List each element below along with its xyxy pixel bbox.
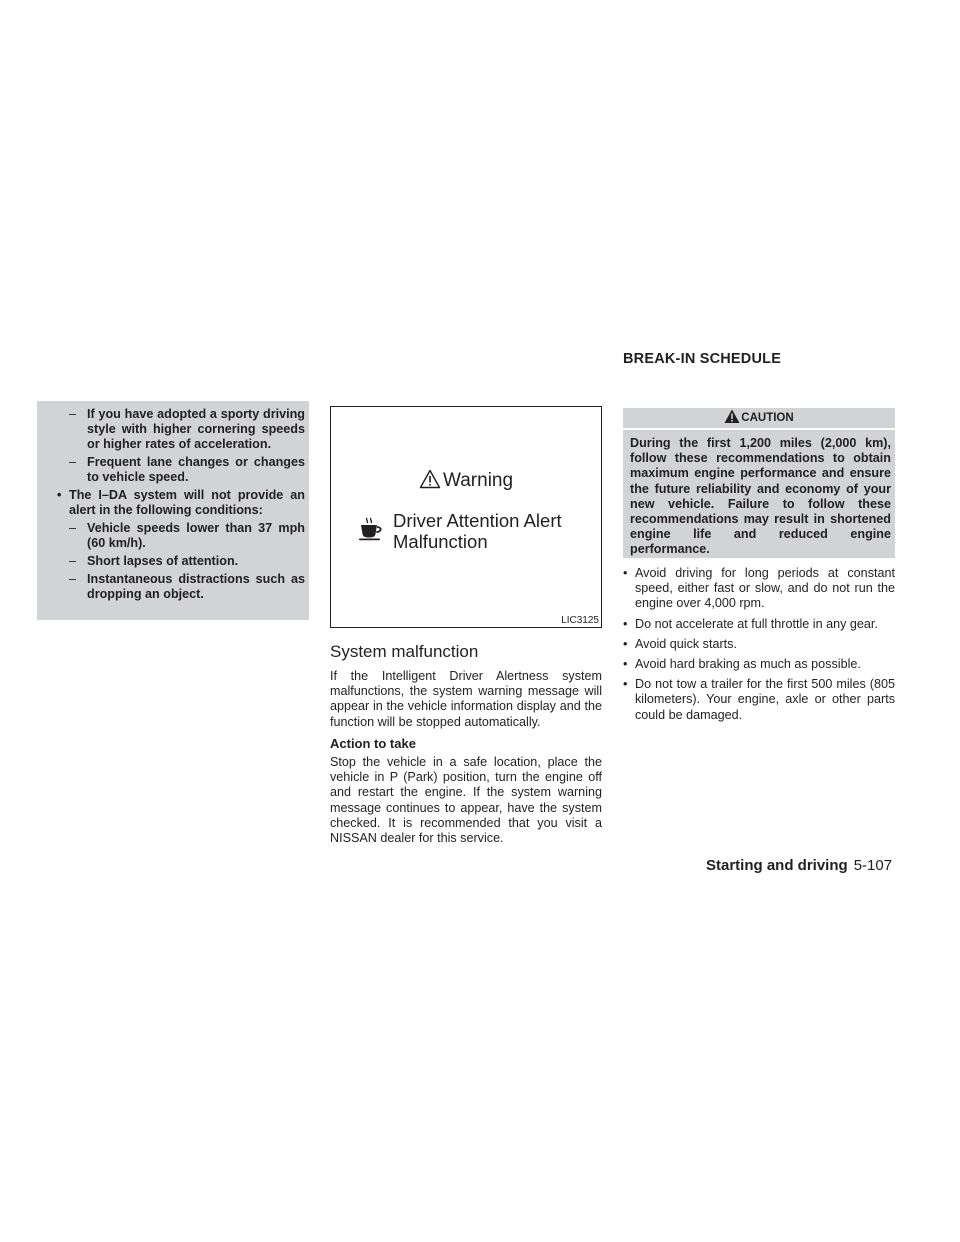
alert-message xyxy=(393,510,562,552)
subheading: Action to take xyxy=(330,735,416,751)
list-item: • Avoid driving for long periods at constant speed, either fast or slow, and do not run the engine over 4,000 rpm. xyxy=(623,566,895,611)
page-number: 5-107 xyxy=(853,857,893,874)
list-item: – Instantaneous distractions such as dropping an object. xyxy=(69,572,305,601)
system-malfunction-section xyxy=(330,642,602,852)
list-item-text: Do not accelerate at full throttle in any gear. xyxy=(635,616,878,631)
list-item-text: Do not tow a trailer for the first 500 miles (805 kilometers). Your engine, axle or other parts could be damaged. xyxy=(635,677,895,722)
list-item-text: Avoid driving for long periods at constant speed, either fast or slow, and do not run the engine over 4,000 rpm. xyxy=(635,566,895,611)
figure-code: LIC3125 xyxy=(561,615,599,626)
caution-header xyxy=(623,408,895,428)
warning-header xyxy=(419,469,513,492)
list-item-text: Avoid quick starts. xyxy=(635,636,737,651)
list-item-text: Short lapses of attention. xyxy=(87,554,239,568)
warning-display-figure xyxy=(330,406,602,628)
list-item: • Avoid hard braking as much as possible. xyxy=(623,657,861,672)
caution-label: CAUTION xyxy=(741,412,794,424)
footer-section-name: Starting and driving xyxy=(706,857,848,874)
list-item: – Short lapses of attention. xyxy=(69,554,239,568)
list-item: – Frequent lane changes or changes to vehicle speed. xyxy=(69,455,305,484)
list-item-text: Vehicle speeds lower than 37 mph (60 km/h). xyxy=(87,521,305,550)
list-item-text: Frequent lane changes or changes to vehicle speed. xyxy=(87,455,305,484)
section-title: System malfunction xyxy=(330,642,479,661)
list-item: • Do not accelerate at full throttle in any gear. xyxy=(623,616,878,631)
list-item: – Vehicle speeds lower than 37 mph (60 km/h). xyxy=(69,521,305,550)
warning-label: Warning xyxy=(443,470,514,491)
list-item: • Do not tow a trailer for the first 500 miles (805 kilometers). Your engine, axle or other parts could be damaged. xyxy=(623,677,895,722)
sub-list xyxy=(49,521,305,602)
list-item: • Avoid quick starts. xyxy=(623,636,737,651)
caution-body: During the first 1,200 miles (2,000 km), follow these recommendations to obtain maximum engine performance and ensure the future reliability and economy of your new vehicle. Failure to follow these recommendations may result in shortened engine life and reduced engine performance. xyxy=(623,430,895,558)
list-item: – If you have adopted a sporty driving style with higher cornering speeds or higher rates of acceleration. xyxy=(69,407,305,451)
caution-triangle-icon xyxy=(724,409,740,424)
alert-message-line: Driver Attention Alert xyxy=(393,510,562,531)
page-section-heading: BREAK-IN SCHEDULE xyxy=(623,351,782,367)
list-item-text: Avoid hard braking as much as possible. xyxy=(635,657,861,672)
list-item-text: Instantaneous distractions such as dropping an object. xyxy=(87,572,305,601)
break-in-list xyxy=(623,566,895,728)
paragraph: Stop the vehicle in a safe location, place the vehicle in P (Park) position, turn the engine off and restart the engine. If the system warning message continues to appear, have the system checked. It is recommended that you visit a NISSAN dealer for this service. xyxy=(330,755,602,846)
coffee-cup-icon xyxy=(358,517,384,546)
page-footer xyxy=(706,857,892,874)
bullet-item: • The I–DA system will not provide an alert in the following conditions: xyxy=(57,488,305,517)
warning-triangle-icon xyxy=(419,469,441,489)
list-item-text: If you have adopted a sporty driving style with higher cornering speeds or higher rates of acceleration. xyxy=(87,407,305,451)
paragraph: If the Intelligent Driver Alertness system malfunctions, the system warning message will appear in the vehicle information display and the function will be stopped automatically. xyxy=(330,669,602,729)
alert-message-line: Malfunction xyxy=(393,531,488,552)
bullet-item-text: The I–DA system will not provide an alert in the following conditions: xyxy=(69,488,305,517)
conditions-box xyxy=(37,401,309,620)
